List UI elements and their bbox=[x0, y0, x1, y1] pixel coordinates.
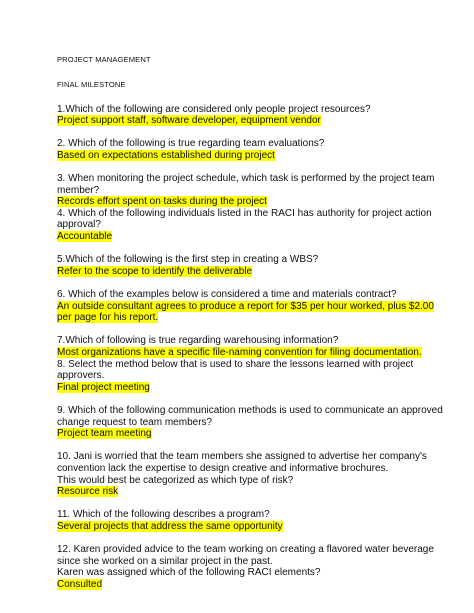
qa-item-10 bbox=[57, 451, 467, 497]
qa-item-12 bbox=[57, 544, 467, 590]
question-7: 7.Which of following is true regarding warehousing information? bbox=[57, 335, 339, 347]
answer-6 bbox=[57, 301, 467, 324]
answer-4 bbox=[57, 231, 467, 243]
answer-12-highlight: Consulted bbox=[57, 578, 103, 590]
answer-2 bbox=[57, 150, 467, 162]
answer-1-highlight: Project support staff, software developer, equipment vendor bbox=[57, 115, 321, 127]
course-title: PROJECT MANAGEMENT bbox=[57, 55, 151, 64]
answer-9-highlight: Project team meeting bbox=[57, 428, 152, 440]
answer-7-highlight: Most organizations have a specific file-naming convention for filing documentation. bbox=[57, 346, 422, 358]
answer-9 bbox=[57, 428, 467, 440]
milestone-title: FINAL MILESTONE bbox=[57, 80, 126, 89]
question-10: 10. Jani is worried that the team members she assigned to advertise her company's convention lack the expertise to design creative and informative brochures. This would best be categorized as which type of risk? bbox=[57, 451, 427, 486]
qa-item-2 bbox=[57, 138, 467, 161]
qa-item-11 bbox=[57, 509, 467, 532]
qa-item-7 bbox=[57, 335, 467, 358]
qa-item-4 bbox=[57, 208, 467, 243]
answer-5 bbox=[57, 266, 467, 278]
question-2: 2. Which of the following is true regarding team evaluations? bbox=[57, 138, 325, 150]
answer-3 bbox=[57, 196, 467, 208]
answer-12 bbox=[57, 579, 467, 591]
answer-1 bbox=[57, 115, 467, 127]
answer-4-highlight: Accountable bbox=[57, 231, 113, 243]
qa-item-3 bbox=[57, 173, 467, 208]
question-list bbox=[57, 104, 467, 591]
answer-8-highlight: Final project meeting bbox=[57, 381, 150, 393]
question-3: 3. When monitoring the project schedule, which task is performed by the project team member? bbox=[57, 173, 435, 196]
answer-6-highlight: An outside consultant agrees to produce a report for $35 per hour worked, plus $2.00 per page for his report. bbox=[57, 300, 434, 324]
answer-10 bbox=[57, 486, 467, 498]
question-12: 12. Karen provided advice to the team working on creating a flavored water beverage since she worked on a similar project in the past. Karen was assigned which of the following RACI elements? bbox=[57, 544, 434, 579]
answer-5-highlight: Refer to the scope to identify the deliverable bbox=[57, 265, 253, 277]
answer-2-highlight: Based on expectations established during project bbox=[57, 149, 275, 161]
qa-item-9 bbox=[57, 405, 467, 440]
question-11: 11. Which of the following describes a program? bbox=[57, 509, 270, 521]
answer-11 bbox=[57, 521, 467, 533]
question-4: 4. Which of the following individuals listed in the RACI has authority for project action approval? bbox=[57, 207, 432, 231]
answer-7 bbox=[57, 347, 467, 359]
qa-item-6 bbox=[57, 289, 467, 324]
question-8: 8. Select the method below that is used to share the lessons learned with project approvers. bbox=[57, 358, 414, 382]
question-6: 6. Which of the examples below is considered a time and materials contract? bbox=[57, 289, 397, 300]
qa-item-1 bbox=[57, 104, 467, 127]
answer-10-highlight: Resource risk bbox=[57, 486, 119, 498]
answer-11-highlight: Several projects that address the same opportunity bbox=[57, 520, 283, 532]
answer-3-highlight: Records effort spent on tasks during the project bbox=[57, 196, 267, 208]
question-5: 5.Which of the following is the first step in creating a WBS? bbox=[57, 254, 319, 266]
answer-8 bbox=[57, 382, 467, 394]
qa-item-5 bbox=[57, 254, 467, 277]
qa-item-8 bbox=[57, 359, 467, 394]
question-1: 1.Which of the following are considered only people project resources? bbox=[57, 103, 371, 115]
question-9: 9. Which of the following communication methods is used to communicate an approved change request to team members? bbox=[57, 404, 443, 428]
